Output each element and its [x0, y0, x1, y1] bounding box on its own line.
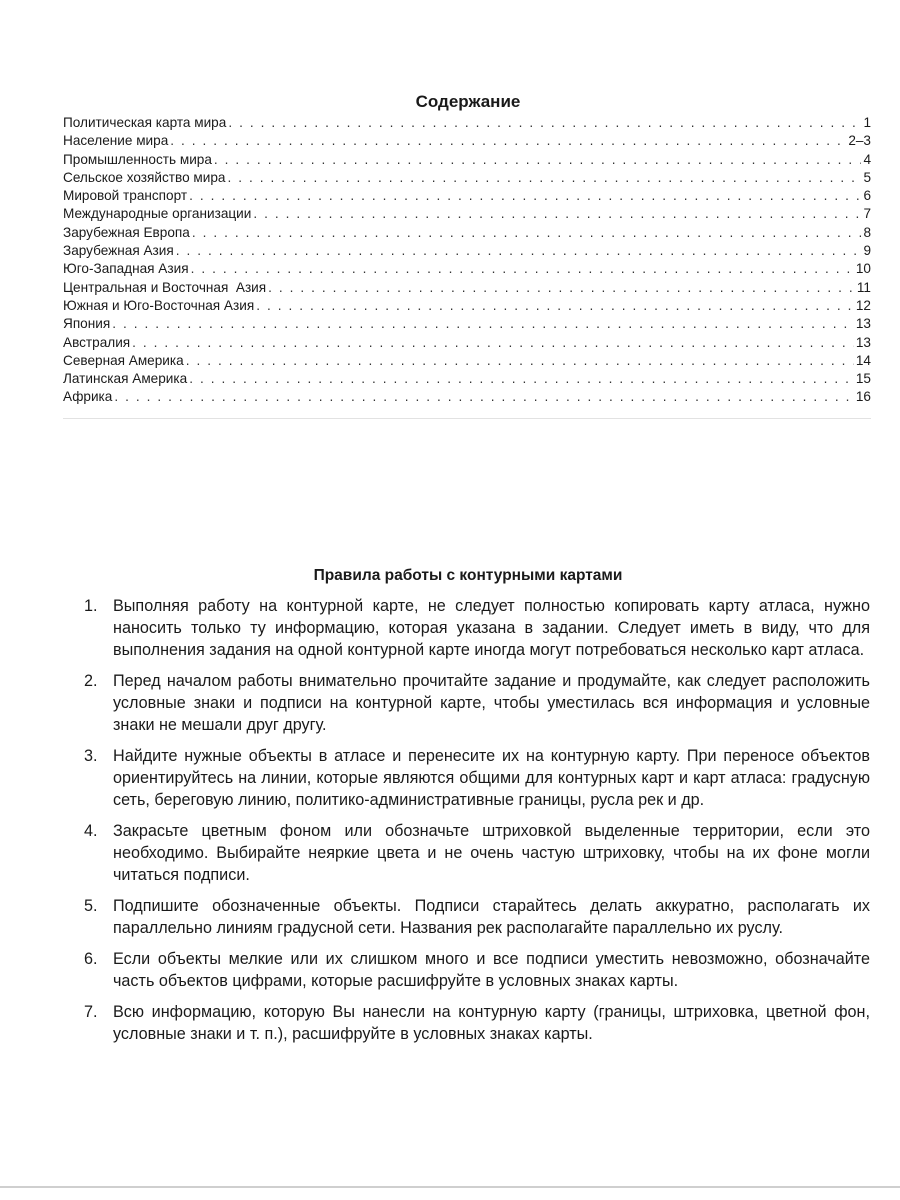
toc-leader-dots: [186, 352, 854, 370]
toc-entry-title: Япония: [63, 316, 111, 332]
toc-entry-title: Зарубежная Азия: [63, 243, 174, 259]
rule-item: [84, 895, 870, 939]
toc-entry-title: Международные организации: [63, 206, 252, 222]
toc-entry-title: Южная и Юго-Восточная Азия: [63, 297, 255, 313]
toc-entry-title: Латинская Америка: [63, 371, 188, 387]
page-bottom-edge: [0, 1186, 900, 1188]
toc-entry-page: 4: [863, 151, 871, 167]
toc-leader-dots: [189, 187, 861, 205]
rule-item: [84, 745, 870, 811]
rules-title: Правила работы с контурными картами: [313, 567, 623, 584]
rule-text: Найдите нужные объекты в атласе и перенесите их на контурную карту. При переносе объектов ориентируйтесь на линии, которые являются общими для контурных карт и карт атласа: градусную сеть, береговую линию, политико-административные границы, русла рек и др.: [113, 747, 870, 809]
rule-number: 3.: [84, 747, 98, 765]
rule-number: 6.: [84, 950, 98, 968]
rule-number: 1.: [84, 597, 98, 615]
toc-entry-page: 11: [856, 279, 871, 295]
toc-entry: [63, 260, 871, 278]
toc-entry-page: 1: [863, 115, 871, 130]
table-of-contents: [63, 114, 871, 407]
toc-entry: [63, 388, 871, 406]
toc-entry-page: 16: [855, 389, 871, 405]
rule-item: [84, 595, 870, 661]
toc-entry: [63, 114, 871, 132]
toc-entry: [63, 297, 871, 315]
toc-entry: [63, 205, 871, 223]
rule-number: 7.: [84, 1003, 98, 1021]
toc-entry-title: Промышленность мира: [63, 151, 212, 167]
toc-entry-page: 7: [863, 206, 871, 222]
toc-entry-title: Сельское хозяйство мира: [63, 169, 226, 185]
toc-entry-title: Юго-Западная Азия: [63, 261, 189, 277]
toc-entry-title: Африка: [63, 389, 113, 405]
toc-leader-dots: [214, 151, 862, 169]
toc-entry: [63, 242, 871, 260]
rule-item: [84, 820, 870, 886]
rule-text: Всю информацию, которую Вы нанесли на контурную карту (границы, штриховка, цветной фон, условные знаки и т. п.), расшифруйте в условных знаках карты.: [113, 1003, 870, 1043]
toc-entry-title: Население мира: [63, 133, 169, 149]
toc-entry: [63, 315, 871, 333]
rule-text: Подпишите обозначенные объекты. Подписи старайтесь делать аккуратно, располагать их параллельно линиям градусной сети. Названия рек располагайте параллельно их руслу.: [113, 897, 870, 937]
toc-entry-page: 12: [855, 297, 871, 313]
toc-entry: [63, 224, 871, 242]
rule-item: [84, 670, 870, 736]
toc-entry-page: 15: [855, 371, 871, 387]
rule-text: Если объекты мелкие или их слишком много и все подписи уместить невозможно, обозначайте часть объектов цифрами, которые расшифруйте в условных знаках карты.: [113, 950, 870, 990]
rule-item: [84, 1001, 870, 1045]
toc-entry-page: 14: [855, 352, 871, 368]
toc-entry: [63, 169, 871, 187]
toc-entry: [63, 132, 871, 150]
toc-leader-dots: [228, 114, 861, 132]
toc-leader-dots: [191, 260, 854, 278]
rule-text: Закрасьте цветным фоном или обозначьте штриховкой выделенные территории, если это необходимо. Выбирайте неяркие цвета и не очень частую штриховку, чтобы на их фоне могли читаться подписи.: [113, 822, 870, 884]
toc-leader-dots: [227, 169, 861, 187]
rule-number: 2.: [84, 672, 98, 690]
toc-entry-title: Северная Америка: [63, 352, 184, 368]
rule-text: Перед началом работы внимательно прочитайте задание и продумайте, как следует расположить условные знаки и подписи на контурной карте, чтобы уместилась вся информация и условные знаки не мешали друг другу.: [113, 672, 870, 734]
toc-leader-dots: [268, 279, 855, 297]
toc-entry-title: Центральная и Восточная Азия: [63, 279, 267, 295]
toc-entry-page: 5: [863, 169, 871, 185]
rule-item: [84, 948, 870, 992]
toc-leader-dots: [114, 388, 854, 406]
toc-entry-page: 10: [855, 261, 871, 277]
toc-leader-dots: [192, 224, 862, 242]
toc-entry-page: 13: [855, 334, 871, 350]
toc-entry: [63, 279, 871, 297]
toc-entry: [63, 334, 871, 352]
toc-entry-title: Мировой транспорт: [63, 188, 188, 204]
toc-entry: [63, 151, 871, 169]
toc-entry: [63, 352, 871, 370]
toc-entry-page: 8: [863, 224, 871, 240]
rule-text: Выполняя работу на контурной карте, не следует полностью копировать карту атласа, нужно наносить только ту информацию, которая указана в задании. Следует иметь в виду, что для выполнения задания на одной контурной карте иногда могут потребоваться несколько карт атласа.: [113, 597, 870, 659]
toc-leader-dots: [189, 370, 854, 388]
rules-list: [84, 595, 870, 1054]
toc-entry-title: Политическая карта мира: [63, 115, 227, 130]
toc-leader-dots: [132, 334, 854, 352]
toc-entry-page: 13: [855, 316, 871, 332]
toc-entry-page: 2–3: [848, 133, 871, 149]
toc-leader-dots: [253, 205, 861, 223]
section-divider: [63, 418, 871, 419]
toc-leader-dots: [112, 315, 854, 333]
toc-leader-dots: [176, 242, 862, 260]
toc-entry: [63, 370, 871, 388]
toc-entry-page: 9: [863, 243, 871, 259]
toc-entry-title: Австралия: [63, 334, 131, 350]
rule-number: 5.: [84, 897, 98, 915]
rule-number: 4.: [84, 822, 98, 840]
toc-leader-dots: [170, 132, 846, 150]
toc-entry-page: 6: [863, 188, 871, 204]
toc-title: Содержание: [415, 92, 521, 111]
toc-entry: [63, 187, 871, 205]
toc-leader-dots: [256, 297, 854, 315]
toc-entry-title: Зарубежная Европа: [63, 224, 190, 240]
